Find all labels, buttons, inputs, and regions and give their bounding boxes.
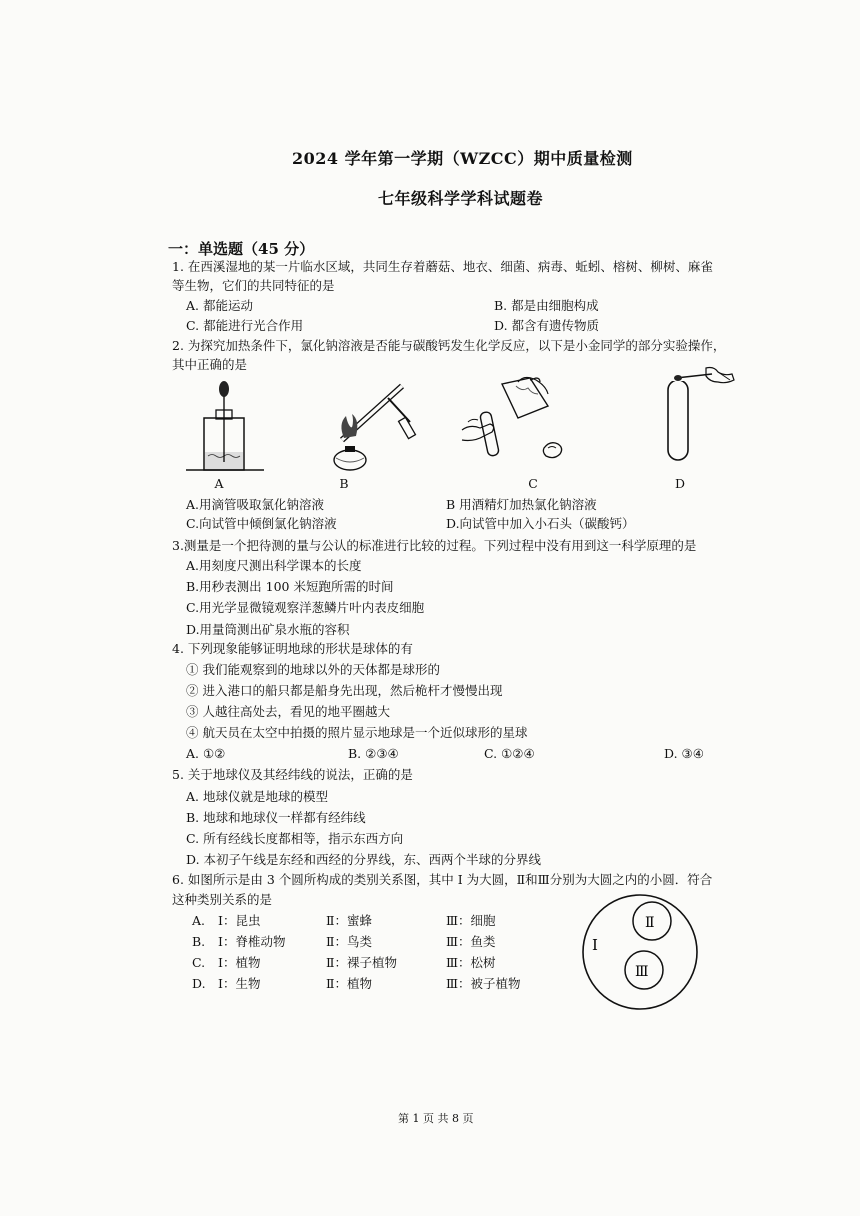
q5-option-d: D. 本初子午线是东经和西经的分界线，东、西两个半球的分界线 [186, 852, 542, 867]
q5-option-b: B. 地球和地球仪一样都有经纬线 [186, 810, 366, 825]
q3-option-a: A.用刻度尺测出科学课本的长度 [186, 558, 362, 573]
figure-label-d: D [674, 476, 686, 491]
question-1-line-1: 1. 在西溪湿地的某一片临水区域，共同生存着蘑菇、地衣、细菌、病毒、蚯蚓、榕树、柳树、麻雀 [172, 259, 713, 274]
q3-option-b: B.用秒表测出 100 米短跑所需的时间 [186, 579, 394, 594]
q2-option-b: B 用酒精灯加热氯化钠溶液 [446, 497, 597, 512]
q6-row-c-c1: Ⅰ：植物 [218, 955, 261, 970]
q6-row-d-letter: D. [192, 976, 206, 991]
question-6-line-2: 这种类别关系的是 [172, 892, 273, 907]
question-5-line-1: 5. 关于地球仪及其经纬线的说法，正确的是 [172, 767, 413, 782]
big-circle-label: Ⅰ [592, 936, 598, 954]
q4-item-4: ④ 航天员在太空中拍摄的照片显示地球是一个近似球形的星球 [186, 725, 528, 740]
figure-label-c: C [528, 476, 538, 491]
figure-c-pouring [458, 378, 588, 470]
section-heading: 一：单选题（45 分） [168, 240, 315, 258]
q4-item-3: ③ 人越往高处去，看见的地平圈越大 [186, 704, 390, 719]
q6-row-b-c2: Ⅱ：鸟类 [326, 934, 372, 949]
q2-option-c: C.向试管中倾倒氯化钠溶液 [186, 516, 337, 531]
small-circle-top-label: Ⅱ [645, 915, 655, 931]
q4-option-c: C. ①②④ [484, 746, 535, 761]
figure-b-alcohol-lamp [318, 380, 418, 472]
q6-row-a-c2: Ⅱ：蜜蜂 [326, 913, 372, 928]
question-6-line-1: 6. 如图所示是由 3 个圆所构成的类别关系图，其中 Ⅰ 为大圆，Ⅱ和Ⅲ分别为大圆之内的小圆．符合 [172, 872, 713, 887]
q4-option-d: D. ③④ [664, 746, 704, 761]
exam-subtitle: 七年级科学学科试题卷 [378, 189, 544, 208]
q5-option-c: C. 所有经线长度都相等，指示东西方向 [186, 831, 404, 846]
q6-row-d-c2: Ⅱ：植物 [326, 976, 372, 991]
q1-option-b: B. 都是由细胞构成 [494, 298, 599, 313]
q4-option-b: B. ②③④ [348, 746, 399, 761]
q4-option-a: A. ①② [186, 746, 226, 761]
q6-row-d-c1: Ⅰ：生物 [218, 976, 261, 991]
q6-row-c-letter: C. [192, 955, 206, 970]
q3-option-d: D.用量筒测出矿泉水瓶的容积 [186, 622, 350, 637]
question-1-line-2: 等生物，它们的共同特征的是 [172, 278, 335, 293]
question-4-line-1: 4. 下列现象能够证明地球的形状是球体的有 [172, 641, 413, 656]
q5-option-a: A. 地球仪就是地球的模型 [186, 789, 328, 804]
exam-title: 2024 学年第一学期（WZCC）期中质量检测 [292, 149, 633, 168]
figure-d-stone-tube [660, 368, 740, 464]
small-circle-bottom-label: Ⅲ [635, 964, 649, 980]
question-2-line-1: 2. 为探究加热条件下，氯化钠溶液是否能与碳酸钙发生化学反应，以下是小金同学的部分实验操作， [172, 338, 726, 353]
q6-row-b-c3: Ⅲ：鱼类 [446, 934, 496, 949]
figure-a-dropper-bottle [186, 380, 266, 472]
page-number: 第 1 页 共 8 页 [398, 1112, 474, 1125]
q6-row-b-letter: B. [192, 934, 206, 949]
q6-row-c-c3: Ⅲ：松树 [446, 955, 496, 970]
q4-item-1: ① 我们能观察到的地球以外的天体都是球形的 [186, 662, 440, 677]
q3-option-c: C.用光学显微镜观察洋葱鳞片叶内表皮细胞 [186, 600, 425, 615]
q2-option-d: D.向试管中加入小石头（碳酸钙） [446, 516, 635, 531]
q6-row-d-c3: Ⅲ：被子植物 [446, 976, 521, 991]
q1-option-d: D. 都含有遗传物质 [494, 318, 600, 333]
q1-option-c: C. 都能进行光合作用 [186, 318, 304, 333]
q2-option-a: A.用滴管吸取氯化钠溶液 [186, 497, 325, 512]
q6-row-a-c3: Ⅲ：细胞 [446, 913, 496, 928]
question-3-line-1: 3.测量是一个把待测的量与公认的标准进行比较的过程。下列过程中没有用到这一科学原理的是 [172, 538, 697, 553]
figure-label-a: A [214, 476, 224, 491]
category-circle-diagram [580, 892, 700, 1012]
q6-row-c-c2: Ⅱ：裸子植物 [326, 955, 397, 970]
q4-item-2: ② 进入港口的船只都是船身先出现，然后桅杆才慢慢出现 [186, 683, 503, 698]
q6-row-a-letter: A. [192, 913, 206, 928]
figure-label-b: B [339, 476, 349, 491]
q6-row-b-c1: Ⅰ：脊椎动物 [218, 934, 286, 949]
q6-row-a-c1: Ⅰ：昆虫 [218, 913, 261, 928]
question-2-line-2: 其中正确的是 [172, 357, 248, 372]
q1-option-a: A. 都能运动 [186, 298, 253, 313]
